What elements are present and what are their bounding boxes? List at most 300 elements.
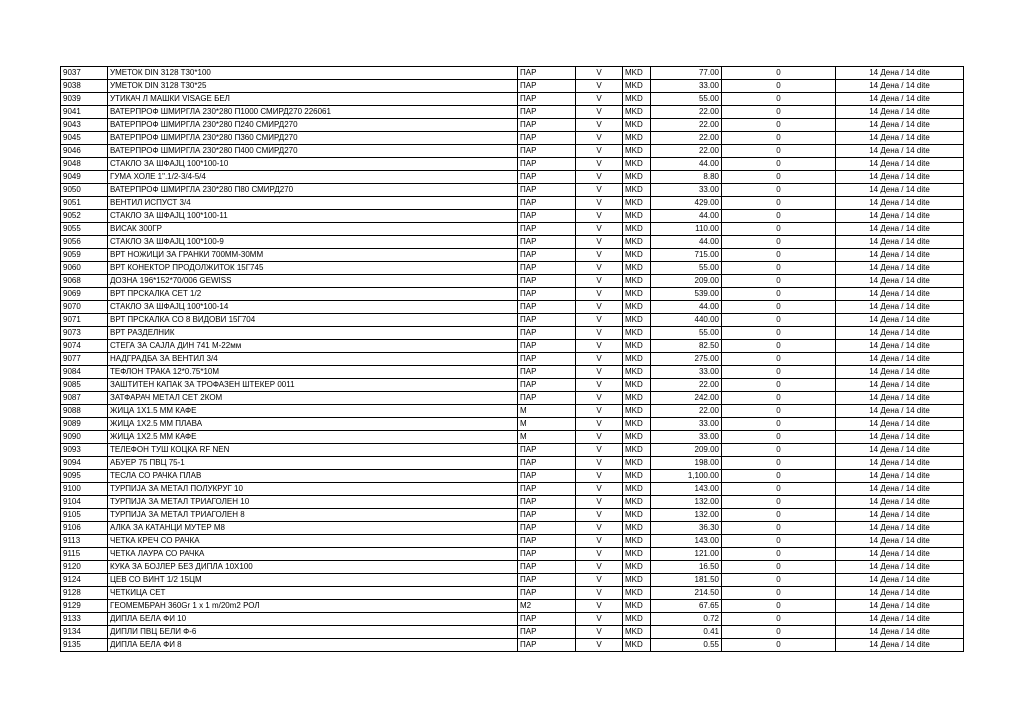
currency-cell: MKD <box>623 301 651 314</box>
unit-cell: ПАР <box>518 288 576 301</box>
item-code-cell: 9084 <box>61 366 108 379</box>
item-name-cell: УМЕТОК DIN 3128 T30*100 <box>108 67 518 80</box>
delivery-time-cell: 14 Дена / 14 dite <box>836 301 964 314</box>
quantity-cell: 0 <box>722 639 836 652</box>
item-code-cell: 9087 <box>61 392 108 405</box>
table-row <box>61 184 964 197</box>
item-name-cell: ВАТЕРПРОФ ШМИРГЛА 230*280 П400 СМИРД270 <box>108 145 518 158</box>
table-row <box>61 561 964 574</box>
table-row <box>61 223 964 236</box>
item-code-cell: 9059 <box>61 249 108 262</box>
flag-cell: V <box>576 444 623 457</box>
delivery-time-cell: 14 Дена / 14 dite <box>836 548 964 561</box>
currency-cell: MKD <box>623 353 651 366</box>
unit-cell: ПАР <box>518 457 576 470</box>
quantity-cell: 0 <box>722 249 836 262</box>
flag-cell: V <box>576 522 623 535</box>
item-name-cell: НАДГРАДБА ЗА ВЕНТИЛ 3/4 <box>108 353 518 366</box>
item-code-cell: 9049 <box>61 171 108 184</box>
quantity-cell: 0 <box>722 327 836 340</box>
delivery-time-cell: 14 Дена / 14 dite <box>836 145 964 158</box>
table-row <box>61 80 964 93</box>
unit-cell: М <box>518 418 576 431</box>
table-row <box>61 93 964 106</box>
unit-cell: M2 <box>518 600 576 613</box>
price-cell: 67.65 <box>651 600 722 613</box>
delivery-time-cell: 14 Дена / 14 dite <box>836 483 964 496</box>
item-code-cell: 9133 <box>61 613 108 626</box>
table-row <box>61 301 964 314</box>
price-cell: 143.00 <box>651 535 722 548</box>
quantity-cell: 0 <box>722 613 836 626</box>
table-row <box>61 444 964 457</box>
item-code-cell: 9052 <box>61 210 108 223</box>
currency-cell: MKD <box>623 314 651 327</box>
unit-cell: ПАР <box>518 197 576 210</box>
table-row <box>61 379 964 392</box>
currency-cell: MKD <box>623 288 651 301</box>
unit-cell: ПАР <box>518 353 576 366</box>
item-name-cell: ДИПЛИ ПВЦ БЕЛИ Ф-6 <box>108 626 518 639</box>
unit-cell: ПАР <box>518 340 576 353</box>
table-row <box>61 496 964 509</box>
unit-cell: ПАР <box>518 561 576 574</box>
unit-cell: ПАР <box>518 327 576 340</box>
quantity-cell: 0 <box>722 93 836 106</box>
delivery-time-cell: 14 Дена / 14 dite <box>836 431 964 444</box>
flag-cell: V <box>576 210 623 223</box>
item-code-cell: 9094 <box>61 457 108 470</box>
table-row <box>61 275 964 288</box>
delivery-time-cell: 14 Дена / 14 dite <box>836 197 964 210</box>
item-code-cell: 9069 <box>61 288 108 301</box>
currency-cell: MKD <box>623 236 651 249</box>
currency-cell: MKD <box>623 444 651 457</box>
delivery-time-cell: 14 Дена / 14 dite <box>836 93 964 106</box>
currency-cell: MKD <box>623 171 651 184</box>
price-cell: 715.00 <box>651 249 722 262</box>
flag-cell: V <box>576 67 623 80</box>
price-cell: 36.30 <box>651 522 722 535</box>
item-name-cell: СТАКЛО ЗА ШФАЈЦ 100*100-14 <box>108 301 518 314</box>
item-code-cell: 9105 <box>61 509 108 522</box>
currency-cell: MKD <box>623 431 651 444</box>
delivery-time-cell: 14 Дена / 14 dite <box>836 444 964 457</box>
unit-cell: ПАР <box>518 548 576 561</box>
quantity-cell: 0 <box>722 444 836 457</box>
flag-cell: V <box>576 262 623 275</box>
flag-cell: V <box>576 197 623 210</box>
price-cell: 22.00 <box>651 379 722 392</box>
item-code-cell: 9073 <box>61 327 108 340</box>
table-row <box>61 210 964 223</box>
flag-cell: V <box>576 223 623 236</box>
flag-cell: V <box>576 587 623 600</box>
item-code-cell: 9070 <box>61 301 108 314</box>
item-code-cell: 9060 <box>61 262 108 275</box>
table-row <box>61 171 964 184</box>
delivery-time-cell: 14 Дена / 14 dite <box>836 249 964 262</box>
table-row <box>61 106 964 119</box>
quantity-cell: 0 <box>722 210 836 223</box>
flag-cell: V <box>576 171 623 184</box>
price-cell: 77.00 <box>651 67 722 80</box>
price-cell: 16.50 <box>651 561 722 574</box>
flag-cell: V <box>576 106 623 119</box>
item-name-cell: ВРТ КОНЕКТОР ПРОДОЛЖИТОК 15Г745 <box>108 262 518 275</box>
flag-cell: V <box>576 639 623 652</box>
quantity-cell: 0 <box>722 561 836 574</box>
table-row <box>61 340 964 353</box>
quantity-cell: 0 <box>722 145 836 158</box>
table-row <box>61 613 964 626</box>
price-cell: 33.00 <box>651 80 722 93</box>
table-row <box>61 405 964 418</box>
delivery-time-cell: 14 Дена / 14 dite <box>836 561 964 574</box>
delivery-time-cell: 14 Дена / 14 dite <box>836 223 964 236</box>
currency-cell: MKD <box>623 80 651 93</box>
table-row <box>61 314 964 327</box>
unit-cell: ПАР <box>518 67 576 80</box>
unit-cell: ПАР <box>518 119 576 132</box>
quantity-cell: 0 <box>722 509 836 522</box>
currency-cell: MKD <box>623 158 651 171</box>
delivery-time-cell: 14 Дена / 14 dite <box>836 171 964 184</box>
flag-cell: V <box>576 327 623 340</box>
quantity-cell: 0 <box>722 483 836 496</box>
item-code-cell: 9074 <box>61 340 108 353</box>
price-cell: 440.00 <box>651 314 722 327</box>
unit-cell: ПАР <box>518 106 576 119</box>
quantity-cell: 0 <box>722 496 836 509</box>
price-cell: 275.00 <box>651 353 722 366</box>
table-row <box>61 548 964 561</box>
delivery-time-cell: 14 Дена / 14 dite <box>836 639 964 652</box>
unit-cell: ПАР <box>518 444 576 457</box>
quantity-cell: 0 <box>722 197 836 210</box>
flag-cell: V <box>576 379 623 392</box>
flag-cell: V <box>576 249 623 262</box>
item-name-cell: СТАКЛО ЗА ШФАЈЦ 100*100-9 <box>108 236 518 249</box>
item-name-cell: КУКА ЗА БОЈЛЕР БЕЗ ДИПЛА 10Х100 <box>108 561 518 574</box>
currency-cell: MKD <box>623 262 651 275</box>
item-name-cell: ТЕСЛА СО РАЧКА ПЛАВ <box>108 470 518 483</box>
item-code-cell: 9071 <box>61 314 108 327</box>
unit-cell: ПАР <box>518 262 576 275</box>
price-cell: 214.50 <box>651 587 722 600</box>
item-name-cell: ЧЕТКА КРЕЧ СО РАЧКА <box>108 535 518 548</box>
item-name-cell: УМЕТОК DIN 3128 T30*25 <box>108 80 518 93</box>
item-code-cell: 9129 <box>61 600 108 613</box>
quantity-cell: 0 <box>722 158 836 171</box>
price-cell: 55.00 <box>651 327 722 340</box>
currency-cell: MKD <box>623 535 651 548</box>
currency-cell: MKD <box>623 275 651 288</box>
item-name-cell: ЖИЦА 1Х1.5 ММ КАФЕ <box>108 405 518 418</box>
unit-cell: ПАР <box>518 509 576 522</box>
unit-cell: ПАР <box>518 236 576 249</box>
delivery-time-cell: 14 Дена / 14 dite <box>836 626 964 639</box>
item-name-cell: АЛКА ЗА КАТАНЦИ МУТЕР М8 <box>108 522 518 535</box>
item-name-cell: ВАТЕРПРОФ ШМИРГЛА 230*280 П360 СМИРД270 <box>108 132 518 145</box>
item-code-cell: 9095 <box>61 470 108 483</box>
delivery-time-cell: 14 Дена / 14 dite <box>836 405 964 418</box>
delivery-time-cell: 14 Дена / 14 dite <box>836 132 964 145</box>
quantity-cell: 0 <box>722 171 836 184</box>
item-name-cell: ДИПЛА БЕЛА ФИ 10 <box>108 613 518 626</box>
currency-cell: MKD <box>623 600 651 613</box>
price-cell: 22.00 <box>651 405 722 418</box>
flag-cell: V <box>576 119 623 132</box>
item-code-cell: 9045 <box>61 132 108 145</box>
currency-cell: MKD <box>623 366 651 379</box>
unit-cell: ПАР <box>518 496 576 509</box>
price-cell: 22.00 <box>651 119 722 132</box>
price-cell: 143.00 <box>651 483 722 496</box>
flag-cell: V <box>576 457 623 470</box>
delivery-time-cell: 14 Дена / 14 dite <box>836 379 964 392</box>
quantity-cell: 0 <box>722 405 836 418</box>
item-code-cell: 9041 <box>61 106 108 119</box>
flag-cell: V <box>576 158 623 171</box>
item-name-cell: ВРТ ПРСКАЛКА СЕТ 1/2 <box>108 288 518 301</box>
item-code-cell: 9038 <box>61 80 108 93</box>
item-name-cell: ЖИЦА 1Х2.5 ММ КАФЕ <box>108 431 518 444</box>
quantity-cell: 0 <box>722 626 836 639</box>
price-list-table <box>60 66 964 652</box>
delivery-time-cell: 14 Дена / 14 dite <box>836 80 964 93</box>
flag-cell: V <box>576 353 623 366</box>
price-cell: 44.00 <box>651 236 722 249</box>
quantity-cell: 0 <box>722 470 836 483</box>
currency-cell: MKD <box>623 249 651 262</box>
quantity-cell: 0 <box>722 535 836 548</box>
delivery-time-cell: 14 Дена / 14 dite <box>836 496 964 509</box>
table-row <box>61 483 964 496</box>
unit-cell: ПАР <box>518 80 576 93</box>
flag-cell: V <box>576 431 623 444</box>
item-name-cell: ГЕОМЕМБРАН 360Gr 1 x 1 m/20m2 РОЛ <box>108 600 518 613</box>
price-cell: 209.00 <box>651 444 722 457</box>
currency-cell: MKD <box>623 418 651 431</box>
table-body <box>61 67 964 652</box>
unit-cell: ПАР <box>518 522 576 535</box>
table-row <box>61 509 964 522</box>
price-cell: 132.00 <box>651 496 722 509</box>
delivery-time-cell: 14 Дена / 14 dite <box>836 327 964 340</box>
unit-cell: ПАР <box>518 249 576 262</box>
delivery-time-cell: 14 Дена / 14 dite <box>836 67 964 80</box>
table-row <box>61 457 964 470</box>
quantity-cell: 0 <box>722 275 836 288</box>
currency-cell: MKD <box>623 392 651 405</box>
currency-cell: MKD <box>623 119 651 132</box>
item-code-cell: 9056 <box>61 236 108 249</box>
flag-cell: V <box>576 275 623 288</box>
currency-cell: MKD <box>623 548 651 561</box>
table-row <box>61 67 964 80</box>
flag-cell: V <box>576 535 623 548</box>
item-name-cell: ЧЕТКА ЛАУРА СО РАЧКА <box>108 548 518 561</box>
quantity-cell: 0 <box>722 392 836 405</box>
flag-cell: V <box>576 418 623 431</box>
flag-cell: V <box>576 145 623 158</box>
price-cell: 0.72 <box>651 613 722 626</box>
item-code-cell: 9090 <box>61 431 108 444</box>
unit-cell: ПАР <box>518 379 576 392</box>
delivery-time-cell: 14 Дена / 14 dite <box>836 314 964 327</box>
quantity-cell: 0 <box>722 301 836 314</box>
delivery-time-cell: 14 Дена / 14 dite <box>836 366 964 379</box>
item-code-cell: 9055 <box>61 223 108 236</box>
flag-cell: V <box>576 561 623 574</box>
price-cell: 22.00 <box>651 132 722 145</box>
price-cell: 121.00 <box>651 548 722 561</box>
quantity-cell: 0 <box>722 548 836 561</box>
table-row <box>61 431 964 444</box>
unit-cell: ПАР <box>518 574 576 587</box>
quantity-cell: 0 <box>722 223 836 236</box>
delivery-time-cell: 14 Дена / 14 dite <box>836 106 964 119</box>
table-row <box>61 392 964 405</box>
item-name-cell: ТЕФЛОН ТРАКА 12*0.75*10М <box>108 366 518 379</box>
flag-cell: V <box>576 509 623 522</box>
table-row <box>61 249 964 262</box>
table-row <box>61 639 964 652</box>
unit-cell: ПАР <box>518 366 576 379</box>
item-code-cell: 9113 <box>61 535 108 548</box>
item-name-cell: ВРТ НОЖИЦИ ЗА ГРАНКИ 700ММ-30ММ <box>108 249 518 262</box>
unit-cell: ПАР <box>518 223 576 236</box>
quantity-cell: 0 <box>722 262 836 275</box>
unit-cell: ПАР <box>518 171 576 184</box>
item-code-cell: 9093 <box>61 444 108 457</box>
currency-cell: MKD <box>623 483 651 496</box>
flag-cell: V <box>576 80 623 93</box>
currency-cell: MKD <box>623 93 651 106</box>
price-cell: 209.00 <box>651 275 722 288</box>
price-cell: 82.50 <box>651 340 722 353</box>
table-row <box>61 574 964 587</box>
price-cell: 33.00 <box>651 418 722 431</box>
table-row <box>61 353 964 366</box>
table-row <box>61 288 964 301</box>
currency-cell: MKD <box>623 184 651 197</box>
delivery-time-cell: 14 Дена / 14 dite <box>836 587 964 600</box>
item-code-cell: 9051 <box>61 197 108 210</box>
price-cell: 242.00 <box>651 392 722 405</box>
delivery-time-cell: 14 Дена / 14 dite <box>836 275 964 288</box>
flag-cell: V <box>576 392 623 405</box>
flag-cell: V <box>576 626 623 639</box>
quantity-cell: 0 <box>722 522 836 535</box>
currency-cell: MKD <box>623 626 651 639</box>
item-name-cell: СТЕГА ЗА САЈЛА ДИН 741 М-22мм <box>108 340 518 353</box>
quantity-cell: 0 <box>722 418 836 431</box>
quantity-cell: 0 <box>722 587 836 600</box>
unit-cell: ПАР <box>518 301 576 314</box>
table-row <box>61 119 964 132</box>
unit-cell: ПАР <box>518 483 576 496</box>
quantity-cell: 0 <box>722 132 836 145</box>
delivery-time-cell: 14 Дена / 14 dite <box>836 418 964 431</box>
item-code-cell: 9134 <box>61 626 108 639</box>
flag-cell: V <box>576 366 623 379</box>
item-name-cell: ТУРПИЈА ЗА МЕТАЛ ТРИАГОЛЕН 8 <box>108 509 518 522</box>
price-cell: 33.00 <box>651 431 722 444</box>
unit-cell: ПАР <box>518 210 576 223</box>
delivery-time-cell: 14 Дена / 14 dite <box>836 236 964 249</box>
delivery-time-cell: 14 Дена / 14 dite <box>836 509 964 522</box>
price-cell: 22.00 <box>651 106 722 119</box>
item-code-cell: 9068 <box>61 275 108 288</box>
currency-cell: MKD <box>623 379 651 392</box>
price-cell: 110.00 <box>651 223 722 236</box>
flag-cell: V <box>576 574 623 587</box>
flag-cell: V <box>576 548 623 561</box>
unit-cell: ПАР <box>518 626 576 639</box>
flag-cell: V <box>576 132 623 145</box>
quantity-cell: 0 <box>722 431 836 444</box>
item-name-cell: ВИСАК 300ГР <box>108 223 518 236</box>
price-cell: 0.55 <box>651 639 722 652</box>
quantity-cell: 0 <box>722 119 836 132</box>
item-name-cell: СТАКЛО ЗА ШФАЈЦ 100*100-11 <box>108 210 518 223</box>
unit-cell: ПАР <box>518 613 576 626</box>
currency-cell: MKD <box>623 457 651 470</box>
quantity-cell: 0 <box>722 353 836 366</box>
quantity-cell: 0 <box>722 457 836 470</box>
currency-cell: MKD <box>623 405 651 418</box>
unit-cell: ПАР <box>518 535 576 548</box>
price-cell: 132.00 <box>651 509 722 522</box>
delivery-time-cell: 14 Дена / 14 dite <box>836 288 964 301</box>
flag-cell: V <box>576 405 623 418</box>
quantity-cell: 0 <box>722 184 836 197</box>
item-code-cell: 9046 <box>61 145 108 158</box>
quantity-cell: 0 <box>722 366 836 379</box>
price-cell: 33.00 <box>651 184 722 197</box>
currency-cell: MKD <box>623 197 651 210</box>
table-row <box>61 418 964 431</box>
price-cell: 33.00 <box>651 366 722 379</box>
flag-cell: V <box>576 340 623 353</box>
item-name-cell: ЖИЦА 1Х2.5 ММ ПЛАВА <box>108 418 518 431</box>
item-code-cell: 9124 <box>61 574 108 587</box>
delivery-time-cell: 14 Дена / 14 dite <box>836 600 964 613</box>
item-name-cell: ТЕЛЕФОН ТУШ КОЦКА RF NEN <box>108 444 518 457</box>
delivery-time-cell: 14 Дена / 14 dite <box>836 158 964 171</box>
item-code-cell: 9048 <box>61 158 108 171</box>
item-code-cell: 9100 <box>61 483 108 496</box>
unit-cell: ПАР <box>518 132 576 145</box>
flag-cell: V <box>576 93 623 106</box>
currency-cell: MKD <box>623 106 651 119</box>
table-row <box>61 197 964 210</box>
item-name-cell: ТУРПИЈА ЗА МЕТАЛ ПОЛУКРУГ 10 <box>108 483 518 496</box>
quantity-cell: 0 <box>722 314 836 327</box>
table-row <box>61 587 964 600</box>
item-name-cell: ВЕНТИЛ ИСПУСТ 3/4 <box>108 197 518 210</box>
item-name-cell: ЗАТФАРАЧ МЕТАЛ СЕТ 2КОМ <box>108 392 518 405</box>
item-name-cell: ДИПЛА БЕЛА ФИ 8 <box>108 639 518 652</box>
delivery-time-cell: 14 Дена / 14 dite <box>836 522 964 535</box>
item-code-cell: 9115 <box>61 548 108 561</box>
delivery-time-cell: 14 Дена / 14 dite <box>836 574 964 587</box>
unit-cell: ПАР <box>518 158 576 171</box>
item-code-cell: 9089 <box>61 418 108 431</box>
item-code-cell: 9120 <box>61 561 108 574</box>
